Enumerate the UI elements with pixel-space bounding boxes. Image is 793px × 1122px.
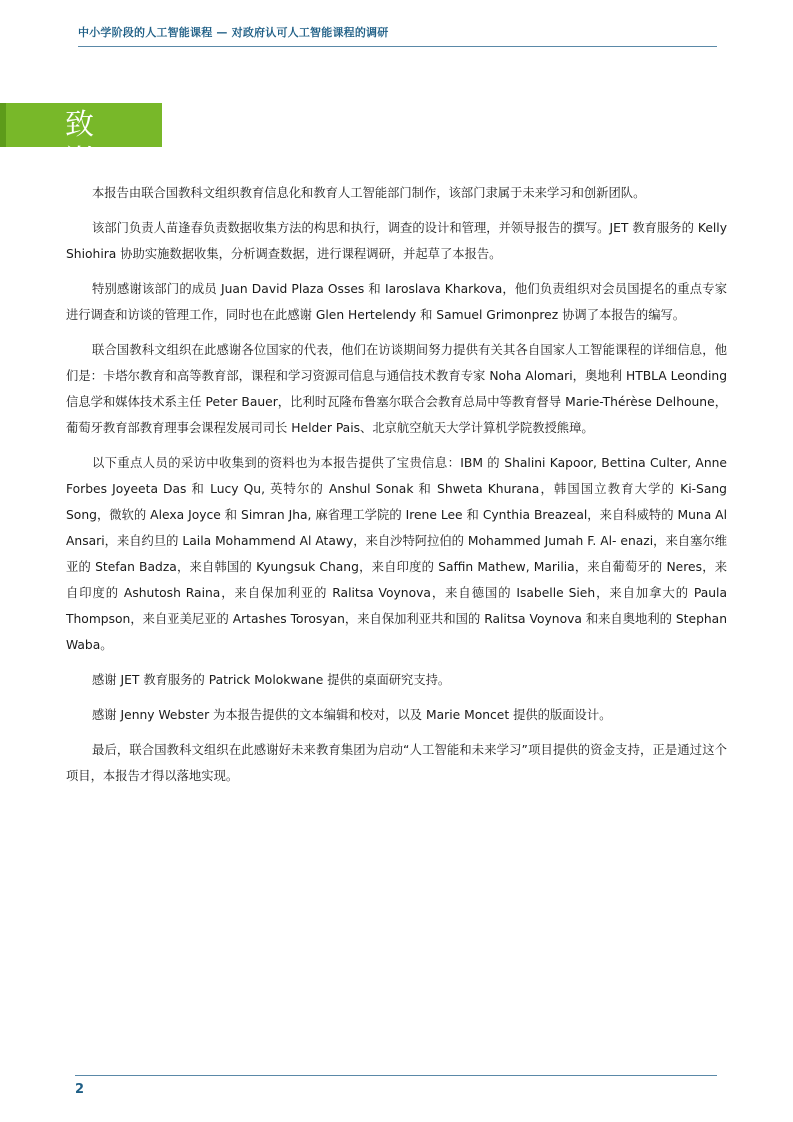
paragraph: 特别感谢该部门的成员 Juan David Plaza Osses 和 Iaroslava Kharkova，他们负责组织对会员国提名的重点专家进行调查和访谈的管理工作，同时也在此感谢 Glen Hertelendy 和 Samuel Grimonprez 协调了本报告的编写。	[66, 282, 727, 322]
paragraph: 感谢 Jenny Webster 为本报告提供的文本编辑和校对，以及 Marie Moncet 提供的版面设计。	[92, 708, 612, 722]
paragraph: 本报告由联合国教科文组织教育信息化和教育人工智能部门制作，该部门隶属于未来学习和创新团队。	[92, 186, 646, 200]
footer-divider	[75, 1075, 717, 1076]
page-number: 2	[75, 1082, 85, 1097]
paragraph: 联合国教科文组织在此感谢各位国家的代表，他们在访谈期间努力提供有关其各自国家人工智能课程的详细信息，他们是：卡塔尔教育和高等教育部，课程和学习资源司信息与通信技术教育专家 Noha Alomari，奥地利 HTBLA Leonding 信息学和媒体技术系主任 Peter Bauer，比利时瓦隆布鲁塞尔联合会教育总局中等教育督导 Marie-Thérèse Delhoune，葡萄牙教育部教育理事会课程发展司司长 Helder Pais、北京航空航天大学计算机学院教授熊璋。	[66, 343, 727, 435]
section-title-banner	[0, 103, 162, 177]
acknowledgements-body	[66, 180, 727, 798]
running-header: 中小学阶段的人工智能课程 — 对政府认可人工智能课程的调研	[78, 26, 389, 39]
paragraph: 以下重点人员的采访中收集到的资料也为本报告提供了宝贵信息：IBM 的 Shalini Kapoor, Bettina Culter, Anne Forbes Joyeeta Das 和 Lucy Qu, 英特尔的 Anshul Sonak 和 Shweta Khurana，韩国国立教育大学的 Ki-Sang Song，微软的 Alexa Joyce 和 Simran Jha, 麻省理工学院的 Irene Lee 和 Cynthia Breazeal，来自科威特的 Muna Al Ansari，来自约旦的 Laila Mohammend Al Atawy，来自沙特阿拉伯的 Mohammed Jumah F. Al- enazi，来自塞尔维亚的 Stefan Badza，来自韩国的 Kyungsuk Chang，来自印度的 Saffin Mathew, Marilia，来自葡萄牙的 Neres，来自印度的 Ashutosh Raina，来自保加利亚的 Ralitsa Voynova，来自德国的 Isabelle Sieh，来自加拿大的 Paula Thompson，来自亚美尼亚的 Artashes Torosyan，来自保加利亚共和国的 Ralitsa Voynova 和来自奥地利的 Stephan Waba。	[66, 456, 727, 652]
paragraph: 最后，联合国教科文组织在此感谢好未来教育集团为启动“人工智能和未来学习”项目提供的资金支持，正是通过这个项目，本报告才得以落地实现。	[66, 743, 727, 783]
paragraph: 该部门负责人苗逢春负责数据收集方法的构思和执行，调查的设计和管理，并领导报告的撰写。JET 教育服务的 Kelly Shiohira 协助实施数据收集，分析调查数据，进行课程调研，并起草了本报告。	[66, 221, 727, 261]
section-title: 致 谢	[65, 107, 105, 177]
header-divider	[78, 46, 717, 47]
paragraph: 感谢 JET 教育服务的 Patrick Molokwane 提供的桌面研究支持。	[92, 673, 451, 687]
